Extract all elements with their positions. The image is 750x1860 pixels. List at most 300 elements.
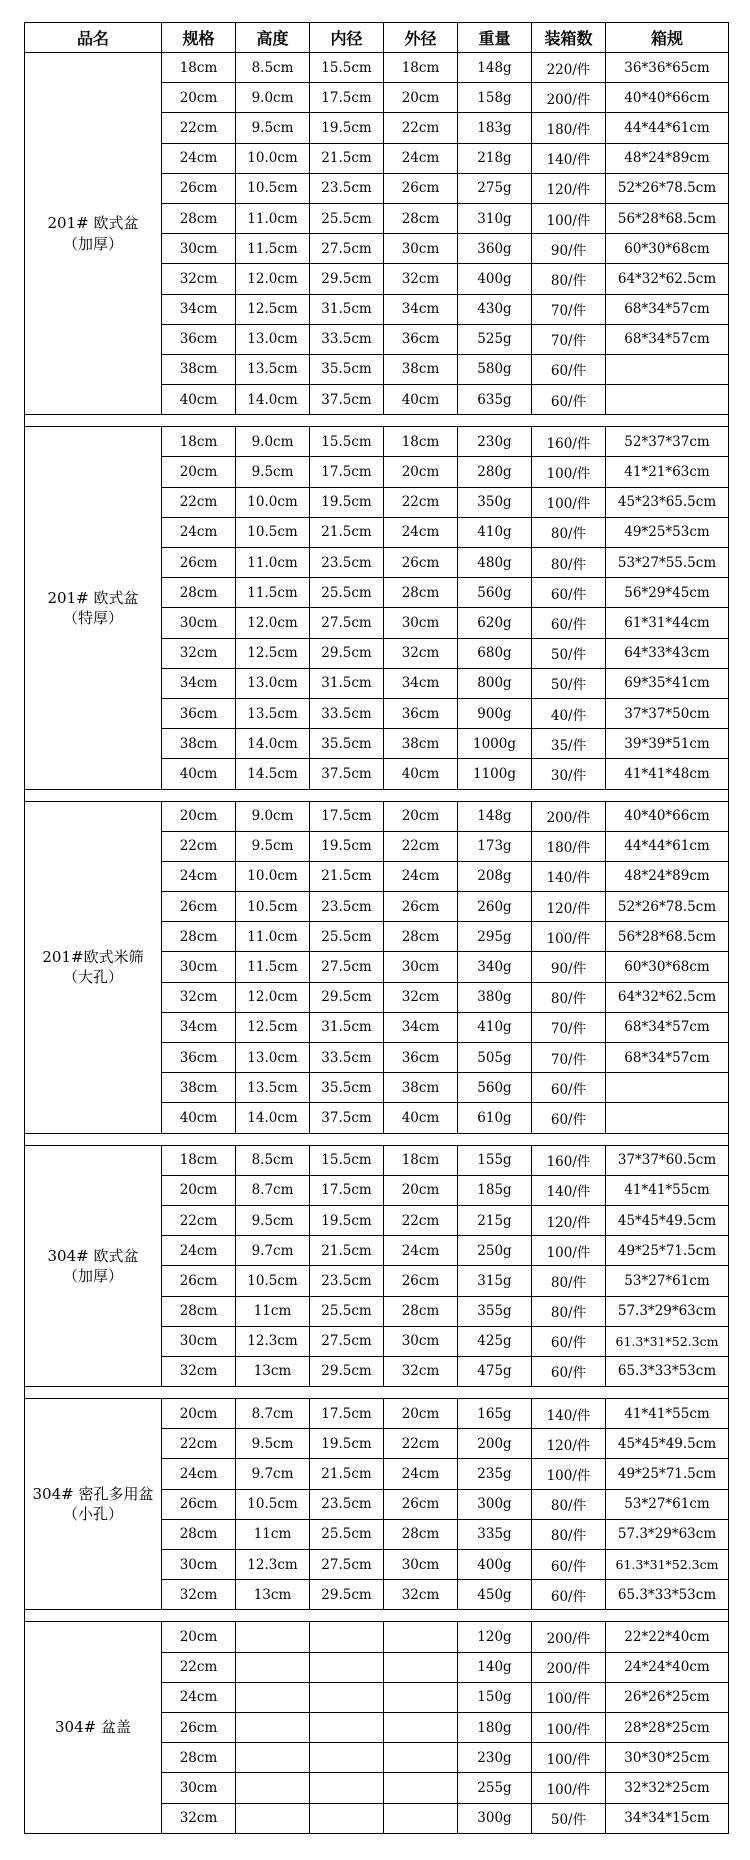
spec-cell: 22cm [162, 1652, 236, 1682]
pack-count-cell: 50/件 [532, 638, 606, 668]
outer-diameter-cell: 24cm [384, 1459, 458, 1489]
carton-size-cell: 53*27*61cm [606, 1266, 729, 1296]
outer-diameter-cell: 26cm [384, 1489, 458, 1519]
spec-cell: 32cm [162, 982, 236, 1012]
height-cell: 13.0cm [236, 324, 310, 354]
height-cell [236, 1773, 310, 1803]
inner-diameter-cell: 23.5cm [310, 1489, 384, 1519]
outer-diameter-cell [384, 1712, 458, 1742]
outer-diameter-cell: 28cm [384, 578, 458, 608]
height-cell: 8.5cm [236, 1145, 310, 1175]
height-cell: 13cm [236, 1580, 310, 1610]
height-cell: 9.5cm [236, 831, 310, 861]
weight-cell: 400g [458, 264, 532, 294]
height-cell: 12.3cm [236, 1550, 310, 1580]
carton-size-cell: 34*34*15cm [606, 1803, 729, 1833]
spec-cell: 22cm [162, 831, 236, 861]
carton-size-cell: 30*30*25cm [606, 1743, 729, 1773]
height-cell: 12.5cm [236, 1012, 310, 1042]
height-cell: 9.0cm [236, 427, 310, 457]
spec-cell: 22cm [162, 113, 236, 143]
spec-cell: 26cm [162, 173, 236, 203]
height-cell: 12.5cm [236, 294, 310, 324]
product-name [25, 801, 162, 1133]
carton-size-cell: 60*30*68cm [606, 234, 729, 264]
weight-cell: 148g [458, 53, 532, 83]
outer-diameter-cell: 30cm [384, 1326, 458, 1356]
spec-cell: 24cm [162, 1682, 236, 1712]
carton-size-cell: 56*29*45cm [606, 578, 729, 608]
outer-diameter-cell: 36cm [384, 698, 458, 728]
table-row [25, 1145, 729, 1175]
group-separator [25, 415, 729, 427]
carton-size-cell: 22*22*40cm [606, 1622, 729, 1652]
weight-cell: 900g [458, 698, 532, 728]
carton-size-cell: 64*33*43cm [606, 638, 729, 668]
separator-cell [25, 1387, 729, 1399]
inner-diameter-cell [310, 1743, 384, 1773]
carton-size-cell: 69*35*41cm [606, 668, 729, 698]
outer-diameter-cell: 40cm [384, 1103, 458, 1133]
outer-diameter-cell: 18cm [384, 1145, 458, 1175]
spec-cell: 36cm [162, 698, 236, 728]
weight-cell: 635g [458, 385, 532, 415]
weight-cell: 295g [458, 922, 532, 952]
spec-cell: 38cm [162, 729, 236, 759]
outer-diameter-cell [384, 1743, 458, 1773]
carton-size-cell: 48*24*89cm [606, 143, 729, 173]
spec-cell: 40cm [162, 1103, 236, 1133]
pack-count-cell: 80/件 [532, 1489, 606, 1519]
height-cell: 10.0cm [236, 143, 310, 173]
carton-size-cell: 61*31*44cm [606, 608, 729, 638]
weight-cell: 165g [458, 1399, 532, 1429]
weight-cell: 260g [458, 892, 532, 922]
inner-diameter-cell: 19.5cm [310, 1429, 384, 1459]
outer-diameter-cell: 28cm [384, 1296, 458, 1326]
inner-diameter-cell: 17.5cm [310, 83, 384, 113]
weight-cell: 148g [458, 801, 532, 831]
inner-diameter-cell: 19.5cm [310, 113, 384, 143]
inner-diameter-cell: 33.5cm [310, 1043, 384, 1073]
height-cell: 8.7cm [236, 1399, 310, 1429]
inner-diameter-cell [310, 1803, 384, 1833]
spec-cell: 20cm [162, 1399, 236, 1429]
outer-diameter-cell: 38cm [384, 729, 458, 759]
spec-cell: 28cm [162, 578, 236, 608]
outer-diameter-cell: 38cm [384, 1073, 458, 1103]
carton-size-cell: 49*25*71.5cm [606, 1459, 729, 1489]
column-header: 规格 [162, 23, 236, 53]
outer-diameter-cell: 34cm [384, 1012, 458, 1042]
inner-diameter-cell: 33.5cm [310, 698, 384, 728]
outer-diameter-cell: 32cm [384, 264, 458, 294]
outer-diameter-cell: 30cm [384, 608, 458, 638]
inner-diameter-cell: 35.5cm [310, 1073, 384, 1103]
carton-size-cell: 48*24*89cm [606, 861, 729, 891]
spec-cell: 18cm [162, 1145, 236, 1175]
pack-count-cell: 100/件 [532, 922, 606, 952]
spec-cell: 24cm [162, 1459, 236, 1489]
weight-cell: 335g [458, 1519, 532, 1549]
spec-cell: 26cm [162, 1712, 236, 1742]
separator-cell [25, 415, 729, 427]
group-separator [25, 1387, 729, 1399]
weight-cell: 300g [458, 1803, 532, 1833]
pack-count-cell: 70/件 [532, 1043, 606, 1073]
table-row [25, 1622, 729, 1652]
outer-diameter-cell: 26cm [384, 548, 458, 578]
pack-count-cell: 200/件 [532, 1622, 606, 1652]
outer-diameter-cell: 28cm [384, 1519, 458, 1549]
pack-count-cell: 60/件 [532, 1580, 606, 1610]
column-header: 高度 [236, 23, 310, 53]
height-cell [236, 1652, 310, 1682]
table-row [25, 427, 729, 457]
height-cell: 13.0cm [236, 668, 310, 698]
height-cell [236, 1682, 310, 1712]
spec-cell: 30cm [162, 1326, 236, 1356]
pack-count-cell: 160/件 [532, 1145, 606, 1175]
outer-diameter-cell: 20cm [384, 457, 458, 487]
pack-count-cell: 60/件 [532, 1356, 606, 1386]
height-cell: 11.0cm [236, 548, 310, 578]
weight-cell: 150g [458, 1682, 532, 1712]
outer-diameter-cell: 22cm [384, 1429, 458, 1459]
height-cell: 13cm [236, 1356, 310, 1386]
inner-diameter-cell: 25.5cm [310, 922, 384, 952]
carton-size-cell: 44*44*61cm [606, 831, 729, 861]
spec-cell: 30cm [162, 1550, 236, 1580]
column-header: 装箱数 [532, 23, 606, 53]
pack-count-cell: 160/件 [532, 427, 606, 457]
height-cell: 12.5cm [236, 638, 310, 668]
height-cell: 14.0cm [236, 729, 310, 759]
height-cell: 9.0cm [236, 83, 310, 113]
carton-size-cell: 64*32*62.5cm [606, 264, 729, 294]
height-cell: 10.5cm [236, 892, 310, 922]
column-header: 外径 [384, 23, 458, 53]
carton-size-cell: 44*44*61cm [606, 113, 729, 143]
carton-size-cell [606, 385, 729, 415]
product-name-line: 201# 欧式盆 [47, 214, 139, 233]
pack-count-cell: 100/件 [532, 487, 606, 517]
pack-count-cell: 60/件 [532, 354, 606, 384]
pack-count-cell: 60/件 [532, 608, 606, 638]
height-cell: 11.5cm [236, 234, 310, 264]
carton-size-cell: 65.3*33*53cm [606, 1356, 729, 1386]
weight-cell: 120g [458, 1622, 532, 1652]
height-cell: 13.5cm [236, 354, 310, 384]
table-row [25, 1399, 729, 1429]
carton-size-cell [606, 1073, 729, 1103]
separator-cell [25, 1610, 729, 1622]
separator-cell [25, 1133, 729, 1145]
height-cell: 9.5cm [236, 113, 310, 143]
inner-diameter-cell: 21.5cm [310, 143, 384, 173]
weight-cell: 215g [458, 1205, 532, 1235]
carton-size-cell [606, 354, 729, 384]
pack-count-cell: 200/件 [532, 801, 606, 831]
inner-diameter-cell: 17.5cm [310, 801, 384, 831]
outer-diameter-cell: 30cm [384, 952, 458, 982]
carton-size-cell: 37*37*60.5cm [606, 1145, 729, 1175]
spec-cell: 32cm [162, 264, 236, 294]
column-header: 内径 [310, 23, 384, 53]
inner-diameter-cell: 19.5cm [310, 831, 384, 861]
height-cell: 9.5cm [236, 1205, 310, 1235]
column-header: 重量 [458, 23, 532, 53]
pack-count-cell: 200/件 [532, 83, 606, 113]
outer-diameter-cell: 22cm [384, 487, 458, 517]
inner-diameter-cell: 19.5cm [310, 487, 384, 517]
product-name [25, 53, 162, 415]
carton-size-cell: 41*41*48cm [606, 759, 729, 789]
pack-count-cell: 100/件 [532, 1773, 606, 1803]
inner-diameter-cell: 29.5cm [310, 638, 384, 668]
spec-cell: 18cm [162, 427, 236, 457]
outer-diameter-cell [384, 1682, 458, 1712]
column-header: 品名 [25, 23, 162, 53]
product-name [25, 1145, 162, 1387]
carton-size-cell: 53*27*61cm [606, 1489, 729, 1519]
height-cell: 10.5cm [236, 1266, 310, 1296]
group-separator [25, 1133, 729, 1145]
height-cell: 8.5cm [236, 53, 310, 83]
spec-cell: 26cm [162, 1489, 236, 1519]
height-cell: 11.0cm [236, 922, 310, 952]
height-cell [236, 1743, 310, 1773]
carton-size-cell: 68*34*57cm [606, 1012, 729, 1042]
inner-diameter-cell: 17.5cm [310, 1175, 384, 1205]
height-cell: 10.0cm [236, 487, 310, 517]
outer-diameter-cell: 36cm [384, 324, 458, 354]
carton-size-cell: 26*26*25cm [606, 1682, 729, 1712]
pack-count-cell: 100/件 [532, 1743, 606, 1773]
inner-diameter-cell: 29.5cm [310, 264, 384, 294]
pack-count-cell: 80/件 [532, 548, 606, 578]
inner-diameter-cell: 25.5cm [310, 578, 384, 608]
spec-cell: 26cm [162, 548, 236, 578]
outer-diameter-cell: 30cm [384, 234, 458, 264]
spec-cell: 24cm [162, 143, 236, 173]
outer-diameter-cell: 22cm [384, 831, 458, 861]
carton-size-cell: 40*40*66cm [606, 801, 729, 831]
carton-size-cell: 56*28*68.5cm [606, 922, 729, 952]
carton-size-cell: 49*25*71.5cm [606, 1236, 729, 1266]
spec-cell: 24cm [162, 1236, 236, 1266]
weight-cell: 255g [458, 1773, 532, 1803]
height-cell: 11.5cm [236, 578, 310, 608]
carton-size-cell: 49*25*53cm [606, 517, 729, 547]
pack-count-cell: 180/件 [532, 831, 606, 861]
table-row [25, 53, 729, 83]
spec-cell: 20cm [162, 1622, 236, 1652]
group-separator [25, 789, 729, 801]
pack-count-cell: 120/件 [532, 173, 606, 203]
inner-diameter-cell: 25.5cm [310, 1296, 384, 1326]
inner-diameter-cell: 17.5cm [310, 1399, 384, 1429]
spec-cell: 38cm [162, 1073, 236, 1103]
weight-cell: 340g [458, 952, 532, 982]
outer-diameter-cell: 18cm [384, 427, 458, 457]
pack-count-cell: 70/件 [532, 294, 606, 324]
product-name-line: （加厚） [62, 234, 123, 253]
carton-size-cell: 45*23*65.5cm [606, 487, 729, 517]
spec-cell: 32cm [162, 1803, 236, 1833]
inner-diameter-cell [310, 1773, 384, 1803]
height-cell: 14.0cm [236, 385, 310, 415]
height-cell: 11cm [236, 1519, 310, 1549]
inner-diameter-cell: 29.5cm [310, 1356, 384, 1386]
inner-diameter-cell: 23.5cm [310, 173, 384, 203]
carton-size-cell: 57.3*29*63cm [606, 1296, 729, 1326]
weight-cell: 525g [458, 324, 532, 354]
spec-cell: 26cm [162, 892, 236, 922]
inner-diameter-cell: 27.5cm [310, 1550, 384, 1580]
outer-diameter-cell [384, 1773, 458, 1803]
height-cell: 12.0cm [236, 982, 310, 1012]
inner-diameter-cell: 31.5cm [310, 1012, 384, 1042]
pack-count-cell: 60/件 [532, 385, 606, 415]
pack-count-cell: 120/件 [532, 1205, 606, 1235]
pack-count-cell: 80/件 [532, 1296, 606, 1326]
inner-diameter-cell: 29.5cm [310, 982, 384, 1012]
height-cell: 9.5cm [236, 1429, 310, 1459]
outer-diameter-cell: 20cm [384, 1175, 458, 1205]
weight-cell: 350g [458, 487, 532, 517]
outer-diameter-cell: 32cm [384, 982, 458, 1012]
height-cell: 9.5cm [236, 457, 310, 487]
outer-diameter-cell: 22cm [384, 113, 458, 143]
carton-size-cell: 40*40*66cm [606, 83, 729, 113]
height-cell: 14.5cm [236, 759, 310, 789]
spec-cell: 32cm [162, 1580, 236, 1610]
outer-diameter-cell: 20cm [384, 83, 458, 113]
carton-size-cell: 65.3*33*53cm [606, 1580, 729, 1610]
weight-cell: 140g [458, 1652, 532, 1682]
inner-diameter-cell: 25.5cm [310, 1519, 384, 1549]
inner-diameter-cell: 27.5cm [310, 234, 384, 264]
spec-cell: 28cm [162, 203, 236, 233]
pack-count-cell: 50/件 [532, 1803, 606, 1833]
inner-diameter-cell [310, 1622, 384, 1652]
weight-cell: 380g [458, 982, 532, 1012]
outer-diameter-cell: 24cm [384, 143, 458, 173]
outer-diameter-cell: 24cm [384, 517, 458, 547]
height-cell: 12.3cm [236, 1326, 310, 1356]
outer-diameter-cell: 26cm [384, 1266, 458, 1296]
carton-size-cell: 41*41*55cm [606, 1175, 729, 1205]
carton-size-cell: 52*37*37cm [606, 427, 729, 457]
carton-size-cell: 64*32*62.5cm [606, 982, 729, 1012]
weight-cell: 450g [458, 1580, 532, 1610]
spec-table [24, 22, 729, 1834]
carton-size-cell: 45*45*49.5cm [606, 1205, 729, 1235]
weight-cell: 480g [458, 548, 532, 578]
outer-diameter-cell: 20cm [384, 801, 458, 831]
inner-diameter-cell: 19.5cm [310, 1205, 384, 1235]
inner-diameter-cell: 27.5cm [310, 952, 384, 982]
spec-cell: 32cm [162, 1356, 236, 1386]
inner-diameter-cell: 21.5cm [310, 861, 384, 891]
height-cell: 9.7cm [236, 1459, 310, 1489]
outer-diameter-cell: 26cm [384, 892, 458, 922]
carton-size-cell: 28*28*25cm [606, 1712, 729, 1742]
weight-cell: 315g [458, 1266, 532, 1296]
pack-count-cell: 220/件 [532, 53, 606, 83]
inner-diameter-cell: 31.5cm [310, 668, 384, 698]
outer-diameter-cell: 28cm [384, 203, 458, 233]
weight-cell: 275g [458, 173, 532, 203]
weight-cell: 580g [458, 354, 532, 384]
outer-diameter-cell [384, 1652, 458, 1682]
pack-count-cell: 80/件 [532, 517, 606, 547]
pack-count-cell: 200/件 [532, 1652, 606, 1682]
pack-count-cell: 90/件 [532, 234, 606, 264]
spec-cell: 22cm [162, 1429, 236, 1459]
spec-cell: 30cm [162, 608, 236, 638]
product-name [25, 1622, 162, 1833]
pack-count-cell: 100/件 [532, 1682, 606, 1712]
inner-diameter-cell: 31.5cm [310, 294, 384, 324]
inner-diameter-cell [310, 1682, 384, 1712]
carton-size-cell: 68*34*57cm [606, 1043, 729, 1073]
pack-count-cell: 180/件 [532, 113, 606, 143]
spec-cell: 36cm [162, 324, 236, 354]
product-name-line: 201#欧式米筛 [42, 947, 144, 966]
inner-diameter-cell: 23.5cm [310, 1266, 384, 1296]
weight-cell: 355g [458, 1296, 532, 1326]
outer-diameter-cell: 32cm [384, 1580, 458, 1610]
inner-diameter-cell: 23.5cm [310, 548, 384, 578]
outer-diameter-cell: 32cm [384, 638, 458, 668]
height-cell [236, 1622, 310, 1652]
height-cell: 12.0cm [236, 608, 310, 638]
inner-diameter-cell: 37.5cm [310, 759, 384, 789]
spec-cell: 30cm [162, 1773, 236, 1803]
weight-cell: 1000g [458, 729, 532, 759]
height-cell: 10.5cm [236, 517, 310, 547]
spec-cell: 24cm [162, 861, 236, 891]
outer-diameter-cell: 28cm [384, 922, 458, 952]
group-separator [25, 1610, 729, 1622]
pack-count-cell: 60/件 [532, 1550, 606, 1580]
outer-diameter-cell: 38cm [384, 354, 458, 384]
carton-size-cell: 36*36*65cm [606, 53, 729, 83]
height-cell: 9.7cm [236, 1236, 310, 1266]
outer-diameter-cell: 26cm [384, 173, 458, 203]
spec-cell: 40cm [162, 385, 236, 415]
weight-cell: 218g [458, 143, 532, 173]
outer-diameter-cell: 24cm [384, 1236, 458, 1266]
weight-cell: 180g [458, 1712, 532, 1742]
height-cell: 10.5cm [236, 1489, 310, 1519]
inner-diameter-cell: 21.5cm [310, 1236, 384, 1266]
outer-diameter-cell: 34cm [384, 294, 458, 324]
inner-diameter-cell: 37.5cm [310, 385, 384, 415]
spec-cell: 28cm [162, 1743, 236, 1773]
pack-count-cell: 80/件 [532, 982, 606, 1012]
inner-diameter-cell: 27.5cm [310, 608, 384, 638]
pack-count-cell: 60/件 [532, 1073, 606, 1103]
height-cell: 11.5cm [236, 952, 310, 982]
outer-diameter-cell: 24cm [384, 861, 458, 891]
separator-cell [25, 789, 729, 801]
weight-cell: 208g [458, 861, 532, 891]
product-name [25, 427, 162, 789]
height-cell: 9.0cm [236, 801, 310, 831]
